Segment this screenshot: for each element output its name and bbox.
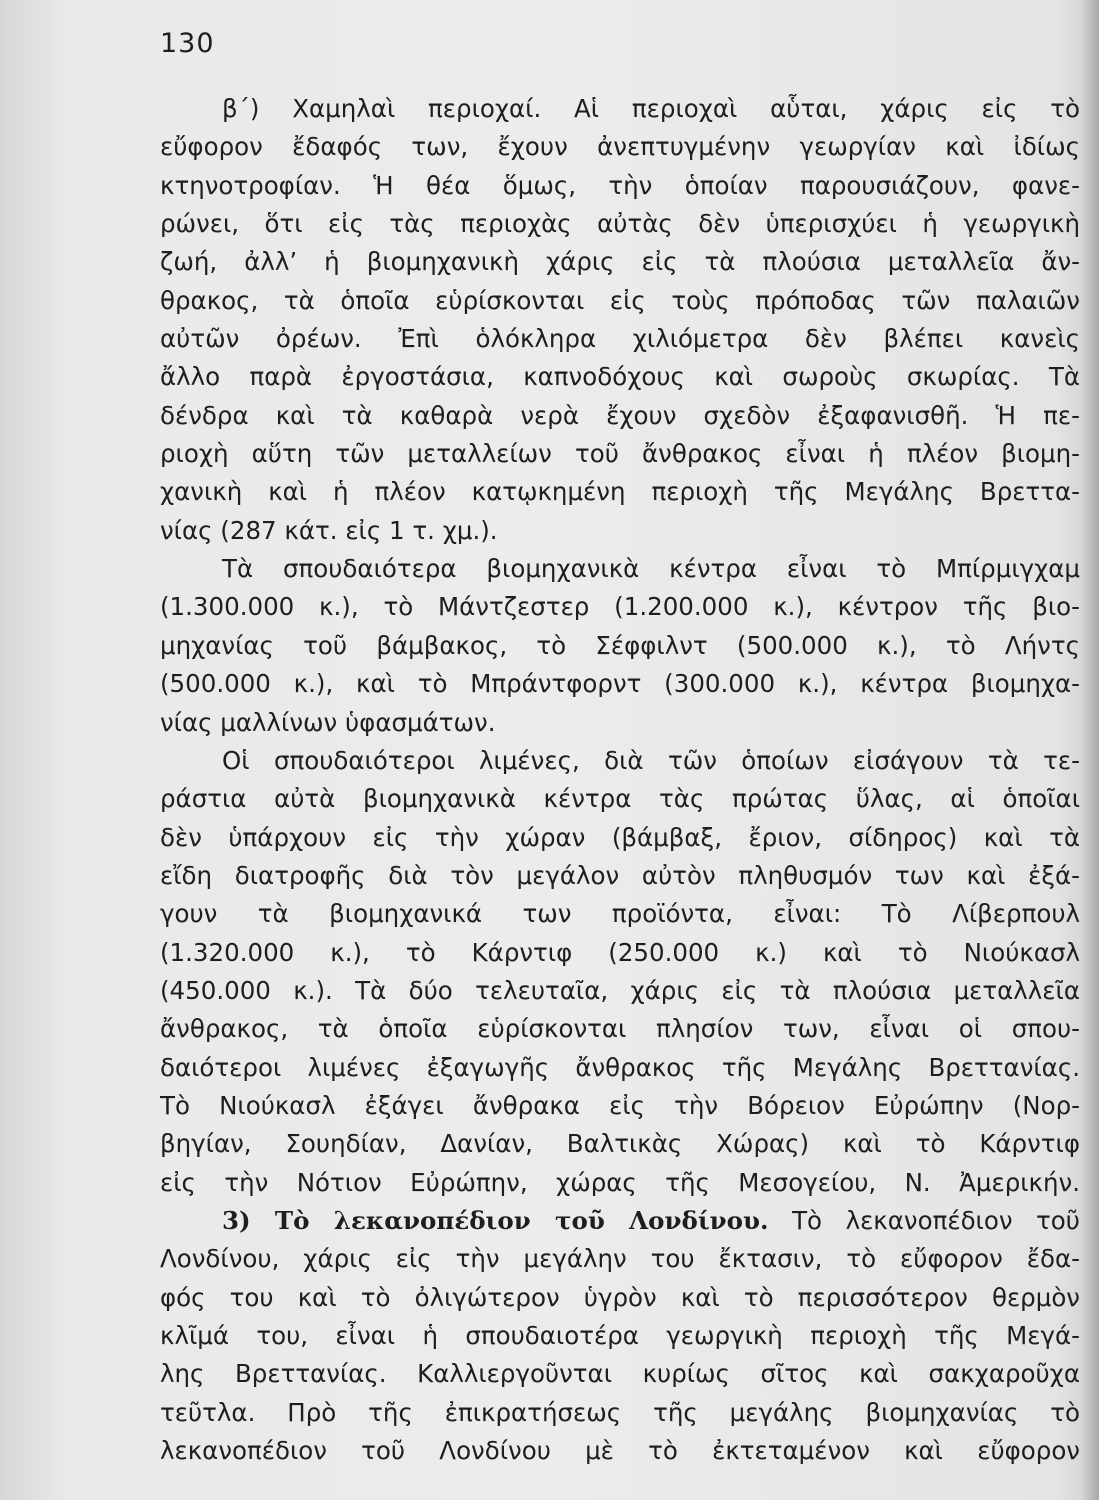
text-line: Οἱ σπουδαιότεροι λιμένες, διὰ τῶν ὁποίων εἰσάγουν τὰ τε- (222, 745, 1080, 775)
text-line: (500.000 κ.), καὶ τὸ Μπράντφορντ (300.000 κ.), κέντρα βιομηχα- (160, 669, 1080, 699)
text-line: κτηνοτροφίαν. Ἡ θέα ὅμως, τὴν ὁποίαν παρουσιάζουν, φανε- (160, 170, 1080, 200)
text-line: ζωή, ἀλλ’ ἡ βιομηχανικὴ χάρις εἰς τὰ πλούσια μεταλλεῖα ἄν- (160, 247, 1080, 277)
text-line: δένδρα καὶ τὰ καθαρὰ νερὰ ἔχουν σχεδὸν ἐξαφανισθῆ. Ἡ πε- (160, 400, 1080, 430)
page-number: 130 (160, 28, 215, 59)
text-line: Τὸ Νιούκασλ ἐξάγει ἄνθρακα εἰς τὴν Βόρειον Εὐρώπην (Νορ- (160, 1090, 1080, 1120)
text-line: τεῦτλα. Πρὸ τῆς ἐπικρατήσεως τῆς μεγάλης βιομηχανίας τὸ (160, 1397, 1080, 1427)
text-line: εἴδη διατροφῆς διὰ τὸν μεγάλον αὐτὸν πληθυσμόν των καὶ ἐξά- (160, 860, 1080, 890)
text-line: ριοχὴ αὕτη τῶν μεταλλείων τοῦ ἄνθρακος εἶναι ἡ πλέον βιομη- (160, 439, 1080, 469)
text-line: (1.320.000 κ.), τὸ Κάρντιφ (250.000 κ.) καὶ τὸ Νιούκασλ (160, 937, 1080, 967)
text-line: φός του καὶ τὸ ὀλιγώτερον ὑγρὸν καὶ τὸ περισσότερον θερμὸν (160, 1282, 1080, 1312)
text-line: εὔφορον ἔδαφός των, ἔχουν ἀνεπτυγμένην γεωργίαν καὶ ἰδίως (160, 132, 1080, 162)
text-line: κλῖμά του, εἶναι ἡ σπουδαιοτέρα γεωργικὴ περιοχὴ τῆς Μεγά- (160, 1321, 1080, 1350)
text-line: νίας μαλλίνων ὑφασμάτων. (160, 707, 496, 737)
section-heading: 3) Τὸ λεκανοπέδιον τοῦ Λονδίνου. (222, 1205, 769, 1235)
text-line: ἄλλο παρὰ ἐργοστάσια, καπνοδόχους καὶ σωροὺς σκωρίας. Τὰ (160, 362, 1080, 392)
text-line: ράστια αὐτὰ βιομηχανικὰ κέντρα τὰς πρώτας ὕλας, αἱ ὁποῖαι (160, 784, 1080, 814)
text-line: Τὰ σπουδαιότερα βιομηχανικὰ κέντρα εἶναι τὸ Μπίρμιγχαμ (222, 554, 1080, 584)
text-line: ἄνθρακος, τὰ ὁποῖα εὑρίσκονται πλησίον των, εἶναι οἱ σπου- (160, 1014, 1080, 1044)
text-line: β΄) Χαμηλαὶ περιοχαί. Αἱ περιοχαὶ αὗται, χάρις εἰς τὸ (222, 94, 1080, 123)
text-line: δὲν ὑπάρχουν εἰς τὴν χώραν (βάμβαξ, ἔριον, σίδηρος) καὶ τὰ (160, 822, 1080, 852)
body-text (160, 90, 1080, 1470)
text-line: χανικὴ καὶ ἡ πλέον κατῳκημένη περιοχὴ τῆς Μεγάλης Βρεττα- (160, 477, 1080, 507)
text-line: λης Βρεττανίας. Καλλιεργοῦνται κυρίως σῖτος καὶ σακχαροῦχα (160, 1359, 1080, 1389)
text-line: εἰς τὴν Νότιον Εὐρώπην, χώρας τῆς Μεσογείου, Ν. Ἀμερικήν. (160, 1167, 1080, 1197)
section-heading-continuation: Τὸ λεκανοπέδιον τοῦ (768, 1205, 1080, 1235)
text-line: μηχανίας τοῦ βάμβακος, τὸ Σέφφιλντ (500.000 κ.), τὸ Λήντς (160, 630, 1080, 660)
page-edge-shadow (1081, 0, 1099, 1500)
text-line: νίας (287 κάτ. εἰς 1 τ. χμ.). (160, 515, 498, 545)
text-line: βηγίαν, Σουηδίαν, Δανίαν, Βαλτικὰς Χώρας) καὶ τὸ Κάρντιφ (160, 1129, 1080, 1159)
section-heading-line (160, 1202, 1080, 1240)
text-line: (1.300.000 κ.), τὸ Μάντζεστερ (1.200.000 κ.), κέντρον τῆς βιο- (160, 592, 1080, 622)
text-line: (450.000 κ.). Τὰ δύο τελευταῖα, χάρις εἰς τὰ πλούσια μεταλλεῖα (160, 975, 1080, 1005)
text-line: ρώνει, ὅτι εἰς τὰς περιοχὰς αὐτὰς δὲν ὑπερισχύει ἡ γεωργικὴ (160, 209, 1080, 239)
text-line: αὐτῶν ὀρέων. Ἐπὶ ὁλόκληρα χιλιόμετρα δὲν βλέπει κανεὶς (160, 324, 1080, 354)
text-line: δαιότεροι λιμένες ἐξαγωγῆς ἄνθρακος τῆς Μεγάλης Βρεττανίας. (160, 1052, 1080, 1082)
text-line: θρακος, τὰ ὁποῖα εὑρίσκονται εἰς τοὺς πρόποδας τῶν παλαιῶν (160, 285, 1080, 315)
text-line: γουν τὰ βιομηχανικά των προϊόντα, εἶναι: Τὸ Λίβερπουλ (160, 899, 1080, 929)
text-line: λεκανοπέδιον τοῦ Λονδίνου μὲ τὸ ἐκτεταμένον καὶ εὔφορον (160, 1436, 1080, 1466)
text-line: Λονδίνου, χάρις εἰς τὴν μεγάλην του ἔκτασιν, τὸ εὔφορον ἔδα- (160, 1244, 1080, 1274)
